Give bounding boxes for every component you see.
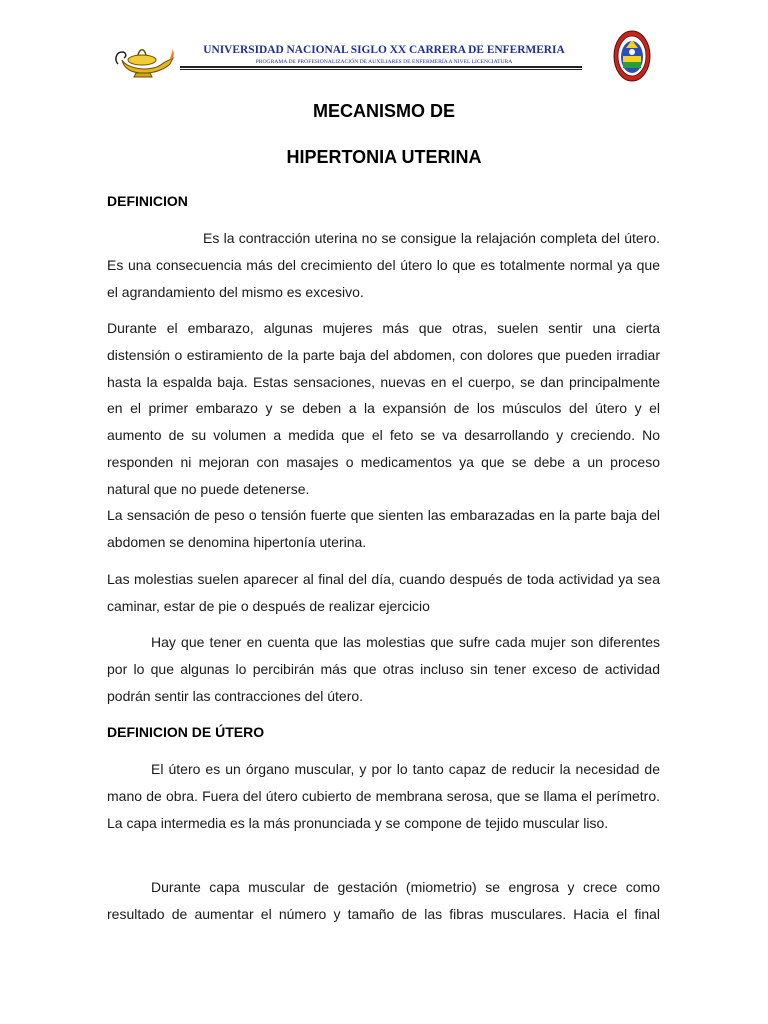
paragraph-utero-1: El útero es un órgano muscular, y por lo tanto capaz de reducir la necesidad de mano de obra. Fuera del útero cubierto de membrana serosa, que se llama el perímetro. La capa intermedia es la más pronunciada y se compone de tejido muscular liso. bbox=[107, 761, 660, 831]
section-heading-utero: DEFINICION DE ÚTERO bbox=[107, 724, 265, 740]
oil-lamp-icon bbox=[112, 40, 174, 78]
section-heading-definicion: DEFINICION bbox=[107, 193, 188, 209]
program-name: PROGRAMA DE PROFESIONALIZACIÓN DE AUXILIARES DE ENFERMERÍA A NIVEL LICENCIATURA bbox=[255, 59, 513, 65]
university-name: UNIVERSIDAD NACIONAL SIGLO XX CARRERA DE ENFERMERIA bbox=[203, 44, 565, 56]
document-header bbox=[0, 0, 768, 90]
header-divider-thin bbox=[180, 69, 582, 70]
paragraph-definicion-1: Es la contracción uterina no se consigue la relajación completa del útero. Es una consecuencia más del crecimiento del útero lo que es totalmente normal ya que el agrandamiento del mismo es excesivo. bbox=[107, 230, 660, 300]
university-seal-icon bbox=[613, 30, 651, 82]
paragraph-definicion-4: Las molestias suelen aparecer al final del día, cuando después de toda actividad ya sea caminar, estar de pie o después de realizar ejercicio bbox=[107, 571, 660, 614]
header-divider bbox=[180, 66, 582, 68]
document-title-line1: MECANISMO DE bbox=[312, 101, 455, 121]
paragraph-utero-2: Durante capa muscular de gestación (miometrio) se engrosa y crece como resultado de aumentar el número y tamaño de las fibras musculares. Hacia el final bbox=[107, 879, 660, 922]
document-title-line2: HIPERTONIA UTERINA bbox=[286, 147, 482, 167]
paragraph-definicion-2: Durante el embarazo, algunas mujeres más que otras, suelen sentir una cierta distensión o estiramiento de la parte baja del abdomen, con dolores que pueden irradiar hasta la espalda baja. Estas sensaciones, nuevas en el cuerpo, se dan principalmente en el primer embarazo y se deben a la expansión de los músculos del útero y el aumento de su volumen a medida que el feto se va desarrollando y creciendo. No responden ni mejoran con masajes o medicamentos ya que se debe a un proceso natural que no puede detenerse. bbox=[107, 320, 660, 497]
paragraph-definicion-5: Hay que tener en cuenta que las molestias que sufre cada mujer son diferentes por lo que algunas lo percibirán más que otras incluso sin tener exceso de actividad podrán sentir las contracciones del útero. bbox=[107, 634, 660, 704]
paragraph-definicion-3: La sensación de peso o tensión fuerte que sienten las embarazadas en la parte baja del abdomen se denomina hipertonía uterina. bbox=[107, 507, 660, 550]
